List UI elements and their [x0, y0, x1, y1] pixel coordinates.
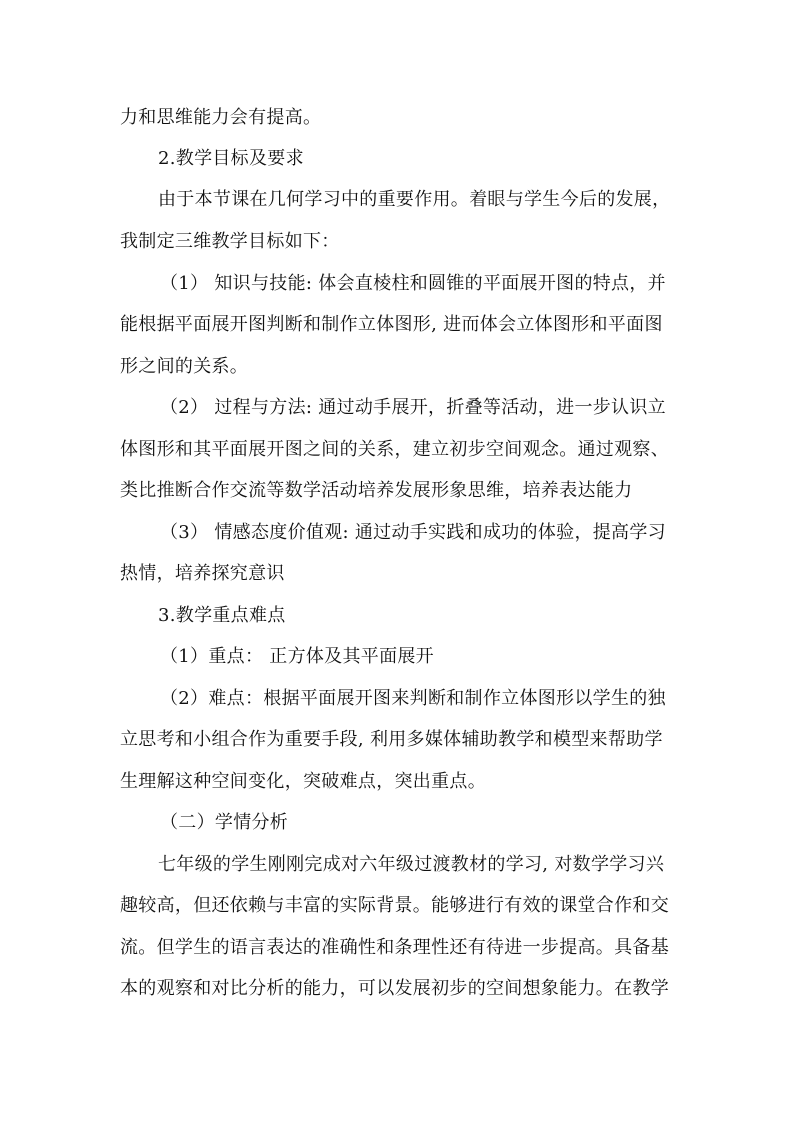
text-line: 体图形和其平面展开图之间的关系，建立初步空间观念。通过观察、 — [120, 439, 669, 460]
text-line: （2）难点：根据平面展开图来判断和制作立体图形以学生的独 — [160, 688, 666, 709]
text-line: （1） 知识与技能: 体会直棱柱和圆锥的平面展开图的特点，并 — [160, 273, 666, 294]
text-line: 能根据平面展开图判断和制作立体图形, 进而体会立体图形和平面图 — [120, 314, 663, 335]
text-line: 生理解这种空间变化，突破难点，突出重点。 — [120, 771, 486, 792]
text-line: 形之间的关系。 — [120, 356, 249, 377]
text-line: 由于本节课在几何学习中的重要作用。着眼与学生今后的发展， — [158, 189, 671, 210]
text-line: （3） 情感态度价值观: 通过动手实践和成功的体验，提高学习 — [160, 522, 666, 543]
text-line: 立思考和小组合作为重要手段, 利用多媒体辅助教学和模型来帮助学 — [120, 729, 663, 750]
text-line: 七年级的学生刚刚完成对六年级过渡教材的学习, 对数学学习兴 — [158, 854, 665, 875]
text-line: 力和思维能力会有提高。 — [120, 107, 322, 128]
section-heading: 3.教学重点难点 — [158, 605, 286, 626]
text-line: （2） 过程与方法: 通过动手展开，折叠等活动，进一步认识立 — [160, 397, 666, 418]
text-line: 热情，培养探究意识 — [120, 563, 285, 584]
text-line: 趣较高，但还依赖与丰富的实际背景。能够进行有效的课堂合作和交 — [120, 895, 669, 916]
section-heading: （二）学情分析 — [160, 812, 289, 833]
text-line: （1）重点： 正方体及其平面展开 — [160, 646, 434, 667]
text-line: 类比推断合作交流等数学活动培养发展形象思维，培养表达能力 — [120, 480, 633, 501]
section-heading: 2.教学目标及要求 — [158, 148, 304, 169]
text-line: 我制定三维教学目标如下： — [120, 231, 340, 252]
text-line: 本的观察和对比分析的能力，可以发展初步的空间想象能力。在教学 — [120, 978, 669, 999]
text-line: 流。但学生的语言表达的准确性和条理性还有待进一步提高。具备基 — [120, 937, 669, 958]
